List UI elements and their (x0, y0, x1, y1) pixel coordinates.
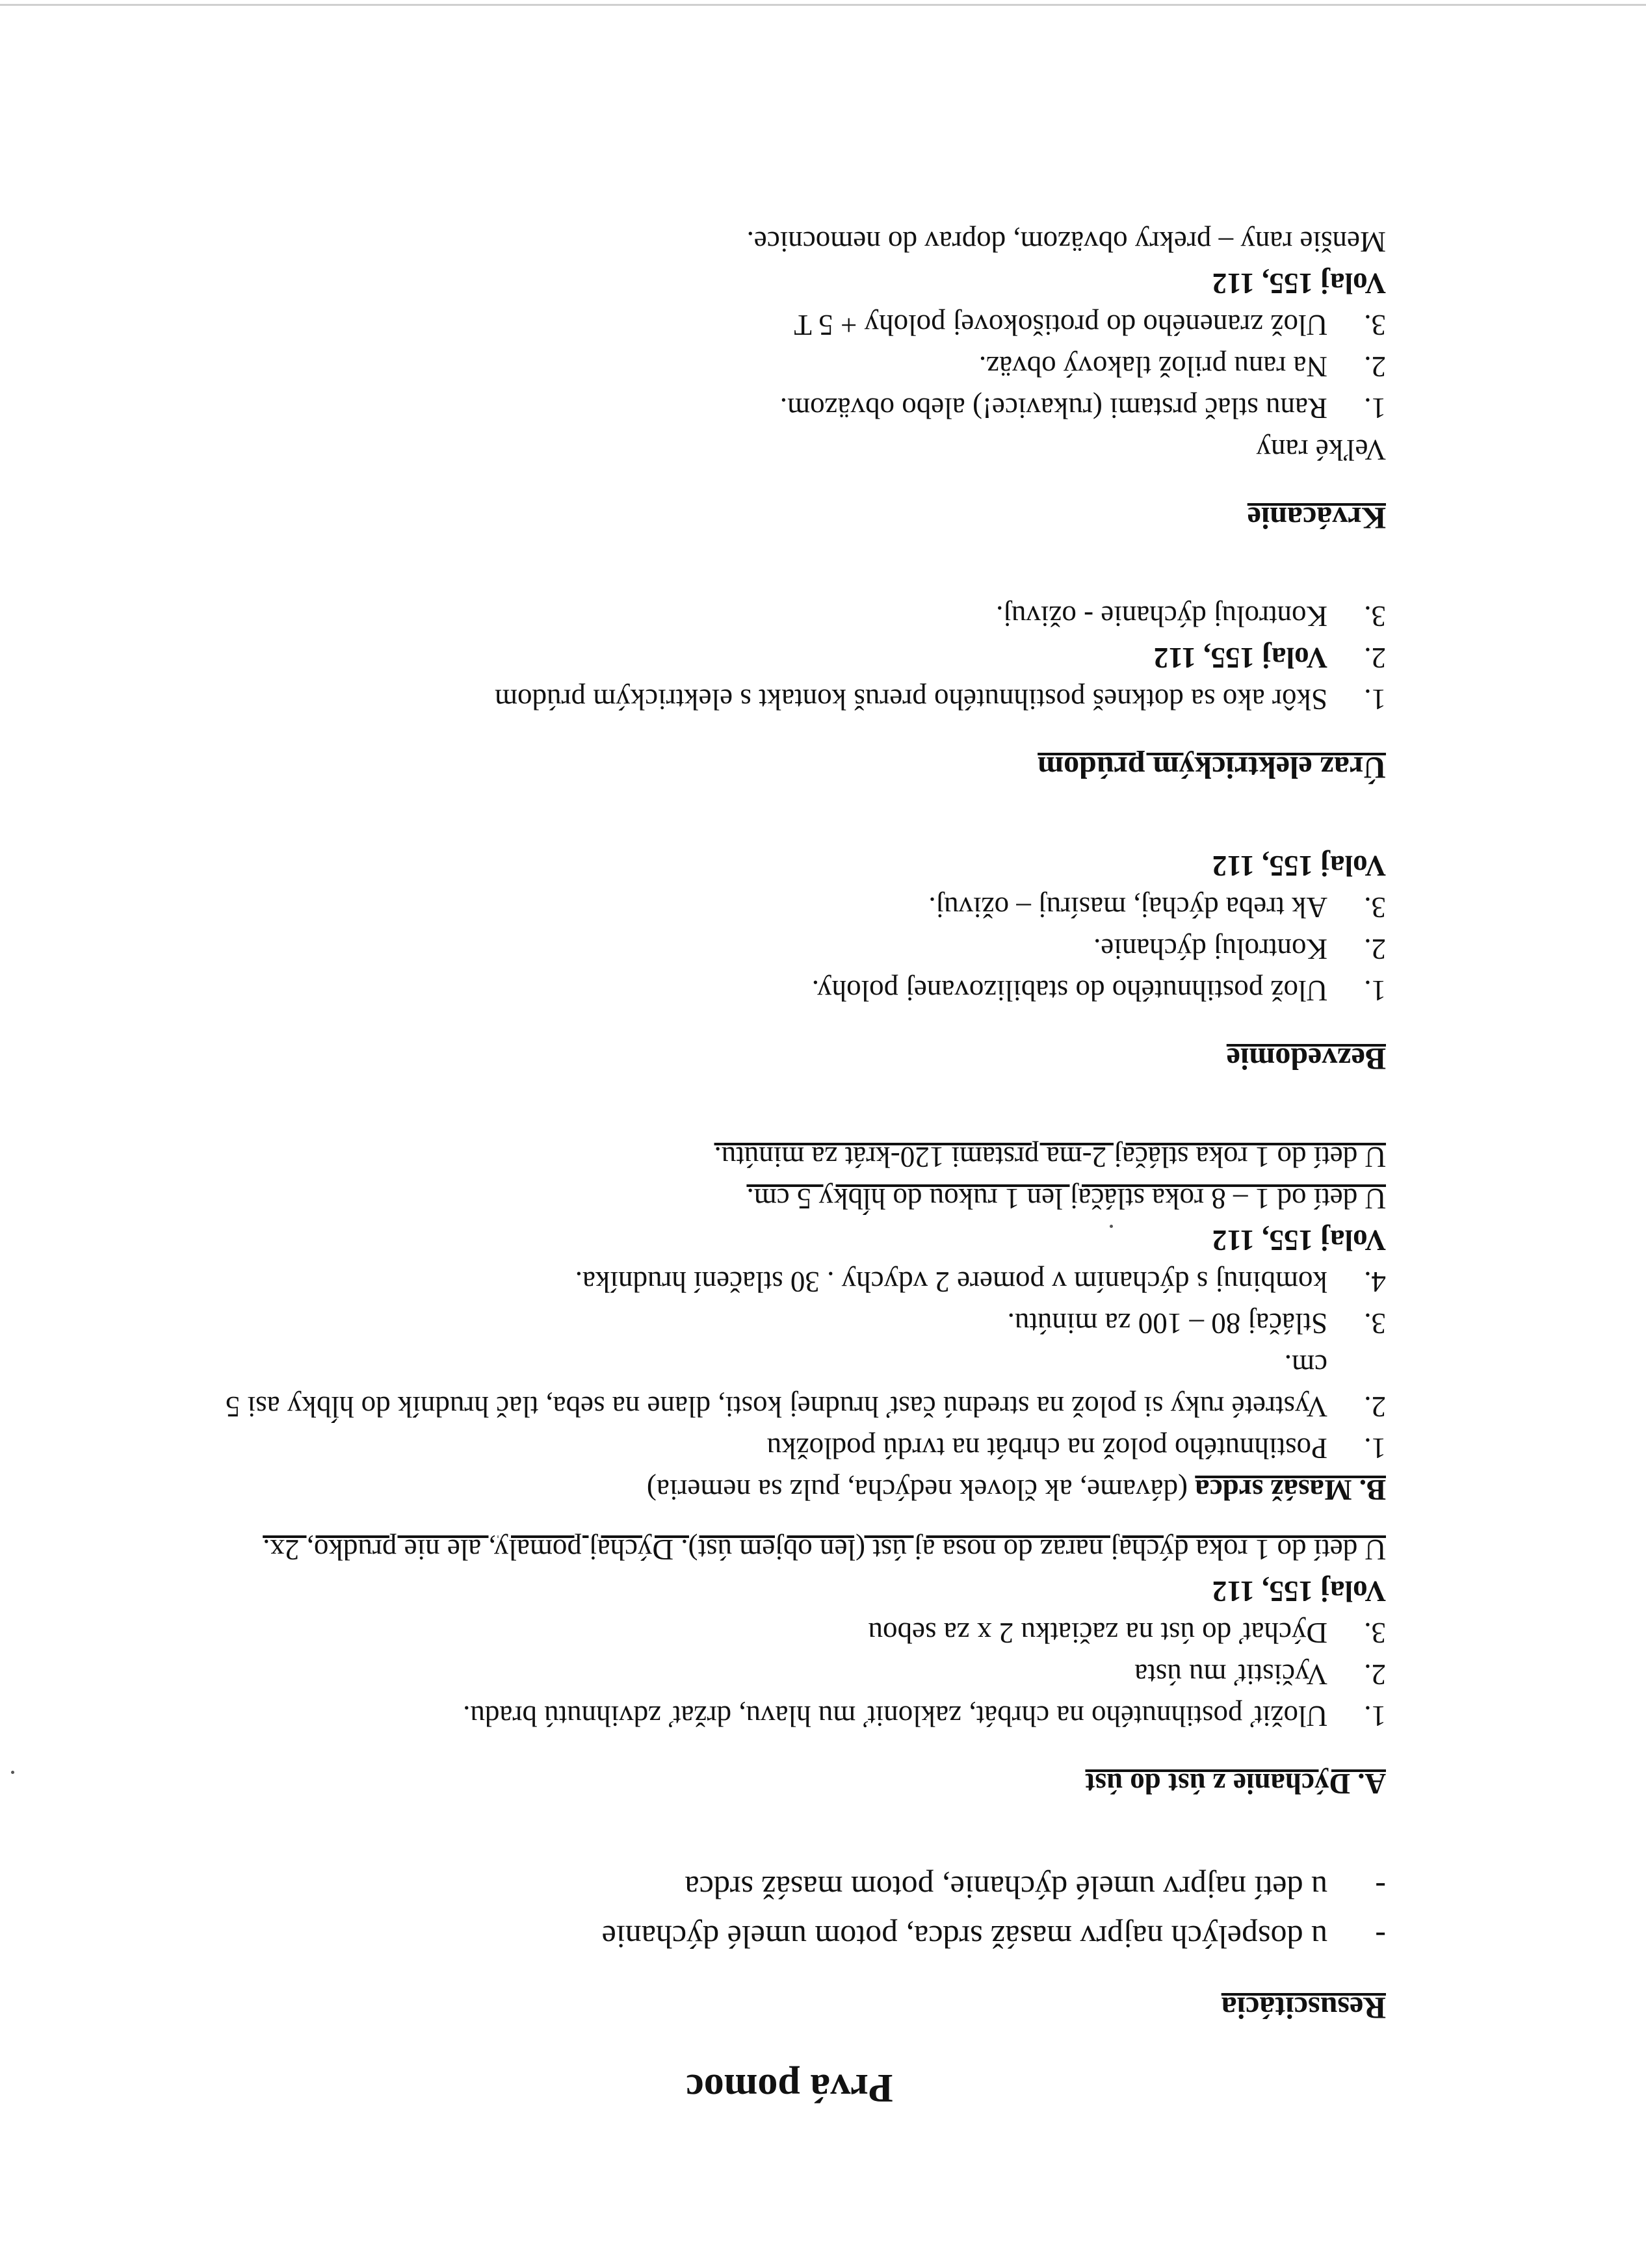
item-number: 3. (1364, 600, 1386, 632)
bullet-marker: - (1375, 1870, 1386, 1906)
item-number: 3. (1364, 891, 1386, 924)
item-text: Kontroluj dýchanie - oživuj. (996, 600, 1327, 632)
item-text: Skôr ako sa dotkneš postihnutého preruš kontakt s elektrickým prúdom (494, 683, 1327, 716)
heading-bezvedomie: Bezvedomie (1226, 1041, 1386, 1076)
item-text: Uložiť postihnutého na chrbát, zakloniť mu hlavu, držať zdvihnutú bradu. (463, 1700, 1327, 1732)
item-text: Vyčistiť mu ústa (1134, 1658, 1327, 1691)
list-item (193, 304, 1386, 346)
item-number: 3. (1364, 309, 1386, 341)
item-number: 3. (1364, 1307, 1386, 1340)
list-item (193, 1303, 1386, 1344)
scan-speck (11, 1771, 14, 1774)
item-number: 3. (1364, 1617, 1386, 1649)
item-number: 1. (1364, 392, 1386, 424)
document-body (193, 221, 1386, 2109)
item-text: Volaj 155, 112 (1153, 642, 1327, 674)
list-krvacanie (193, 304, 1386, 429)
note-children: U detí do 1 roka dýchaj naraz do nosa aj úst (len objem úst). Dýchaj pomaly, ale nie prudko, 2x. (263, 1533, 1386, 1566)
heading-masaz (193, 1469, 1386, 1511)
bullet-item (193, 1914, 1386, 1961)
heading-masaz-desc: (dávame, ak človek nedýcha, pulz sa nemeria) (646, 1474, 1195, 1506)
item-text: Dýchať do úst na začiatku 2 x za sebou (868, 1617, 1327, 1649)
item-text: Ulož zraneného do protišokovej polohy + 5 T (794, 309, 1327, 341)
heading-uraz: Úraz elektrickým prúdom (1038, 750, 1386, 785)
call-number: Volaj 155, 112 (1212, 850, 1386, 882)
heading-masaz-title: B. Masáž srdca (1195, 1474, 1386, 1506)
list-bezvedomie (193, 887, 1386, 1011)
heading-resuscitacia: Resuscitácia (1221, 1990, 1386, 2025)
item-text: Ak treba dýchaj, masíruj – oživuj. (928, 891, 1327, 924)
item-number: 1. (1364, 1700, 1386, 1732)
list-item (193, 1344, 1386, 1427)
document-title: Prvá pomoc (686, 2066, 893, 2110)
list-item (193, 1654, 1386, 1695)
call-number: Volaj 155, 112 (1212, 1575, 1386, 1608)
item-text: Stláčaj 80 – 100 za minútu. (1007, 1307, 1327, 1340)
item-number: 2. (1364, 642, 1386, 674)
note-small-wounds: Menšie rany – prekry obväzom, doprav do nemocnice. (746, 226, 1386, 258)
list-item (193, 637, 1386, 679)
heading-krvacanie: Krvácanie (1247, 501, 1386, 535)
list-item (193, 595, 1386, 637)
call-number: Volaj 155, 112 (1212, 267, 1386, 300)
note-children-under-1: U detí do 1 roka stláčaj 2-ma prstami 120-krát za minútu. (714, 1141, 1386, 1173)
bullet-item (193, 1864, 1386, 1911)
list-item (193, 1261, 1386, 1303)
list-item (193, 928, 1386, 970)
item-text: Postihnutého polož na chrbát na tvrdú podložku (766, 1432, 1327, 1465)
item-text: Vystreté ruky si polož na strednú časť hrudnej kosti, dlane na seba, tlač hrudník do hĺbky asi 5 cm. (225, 1349, 1327, 1423)
list-item (193, 887, 1386, 928)
item-text: Ranu stlač prstami (rukavice!) alebo obväzom. (779, 392, 1327, 424)
item-number: 1. (1364, 974, 1386, 1007)
list-item (193, 387, 1386, 429)
note-children-1-8: U detí od 1 – 8 roka stláčaj len 1 rukou do hĺbky 5 cm. (746, 1182, 1386, 1215)
item-number: 4. (1364, 1266, 1386, 1298)
item-number: 2. (1364, 1390, 1386, 1423)
list-item (193, 1427, 1386, 1469)
list-item (193, 970, 1386, 1011)
item-text: Kontroluj dýchanie. (1093, 933, 1327, 965)
item-number: 1. (1364, 683, 1386, 716)
item-number: 1. (1364, 1432, 1386, 1465)
bullet-text: u dospelých najprv masáž srdca, potom umelé dýchanie (601, 1919, 1327, 1955)
call-number: Volaj 155, 112 (1212, 1224, 1386, 1257)
bullet-marker: - (1375, 1919, 1386, 1955)
list-item (193, 1612, 1386, 1654)
item-number: 2. (1364, 933, 1386, 965)
item-number: 2. (1364, 1658, 1386, 1691)
item-text: Na ranu prilož tlakový obväz. (978, 350, 1327, 383)
list-item (193, 346, 1386, 387)
heading-dychanie: A. Dýchanie z úst do úst (1085, 1767, 1386, 1800)
item-text: Ulož postihnutého do stabilizovanej polohy. (811, 974, 1327, 1007)
list-item (193, 1695, 1386, 1737)
subheading-velke-rany: Veľké rany (1256, 434, 1386, 466)
list-dychanie (193, 1612, 1386, 1737)
list-item (193, 679, 1386, 720)
list-masaz (193, 1261, 1386, 1469)
sheet-edge (0, 4, 1646, 6)
bullet-text: u detí najprv umelé dýchanie, potom masáž srdca (685, 1870, 1327, 1906)
list-uraz (193, 595, 1386, 720)
item-number: 2. (1364, 350, 1386, 383)
item-text: kombinuj s dýchaním v pomere 2 vdychy . 30 stlačení hrudníka. (575, 1266, 1327, 1298)
